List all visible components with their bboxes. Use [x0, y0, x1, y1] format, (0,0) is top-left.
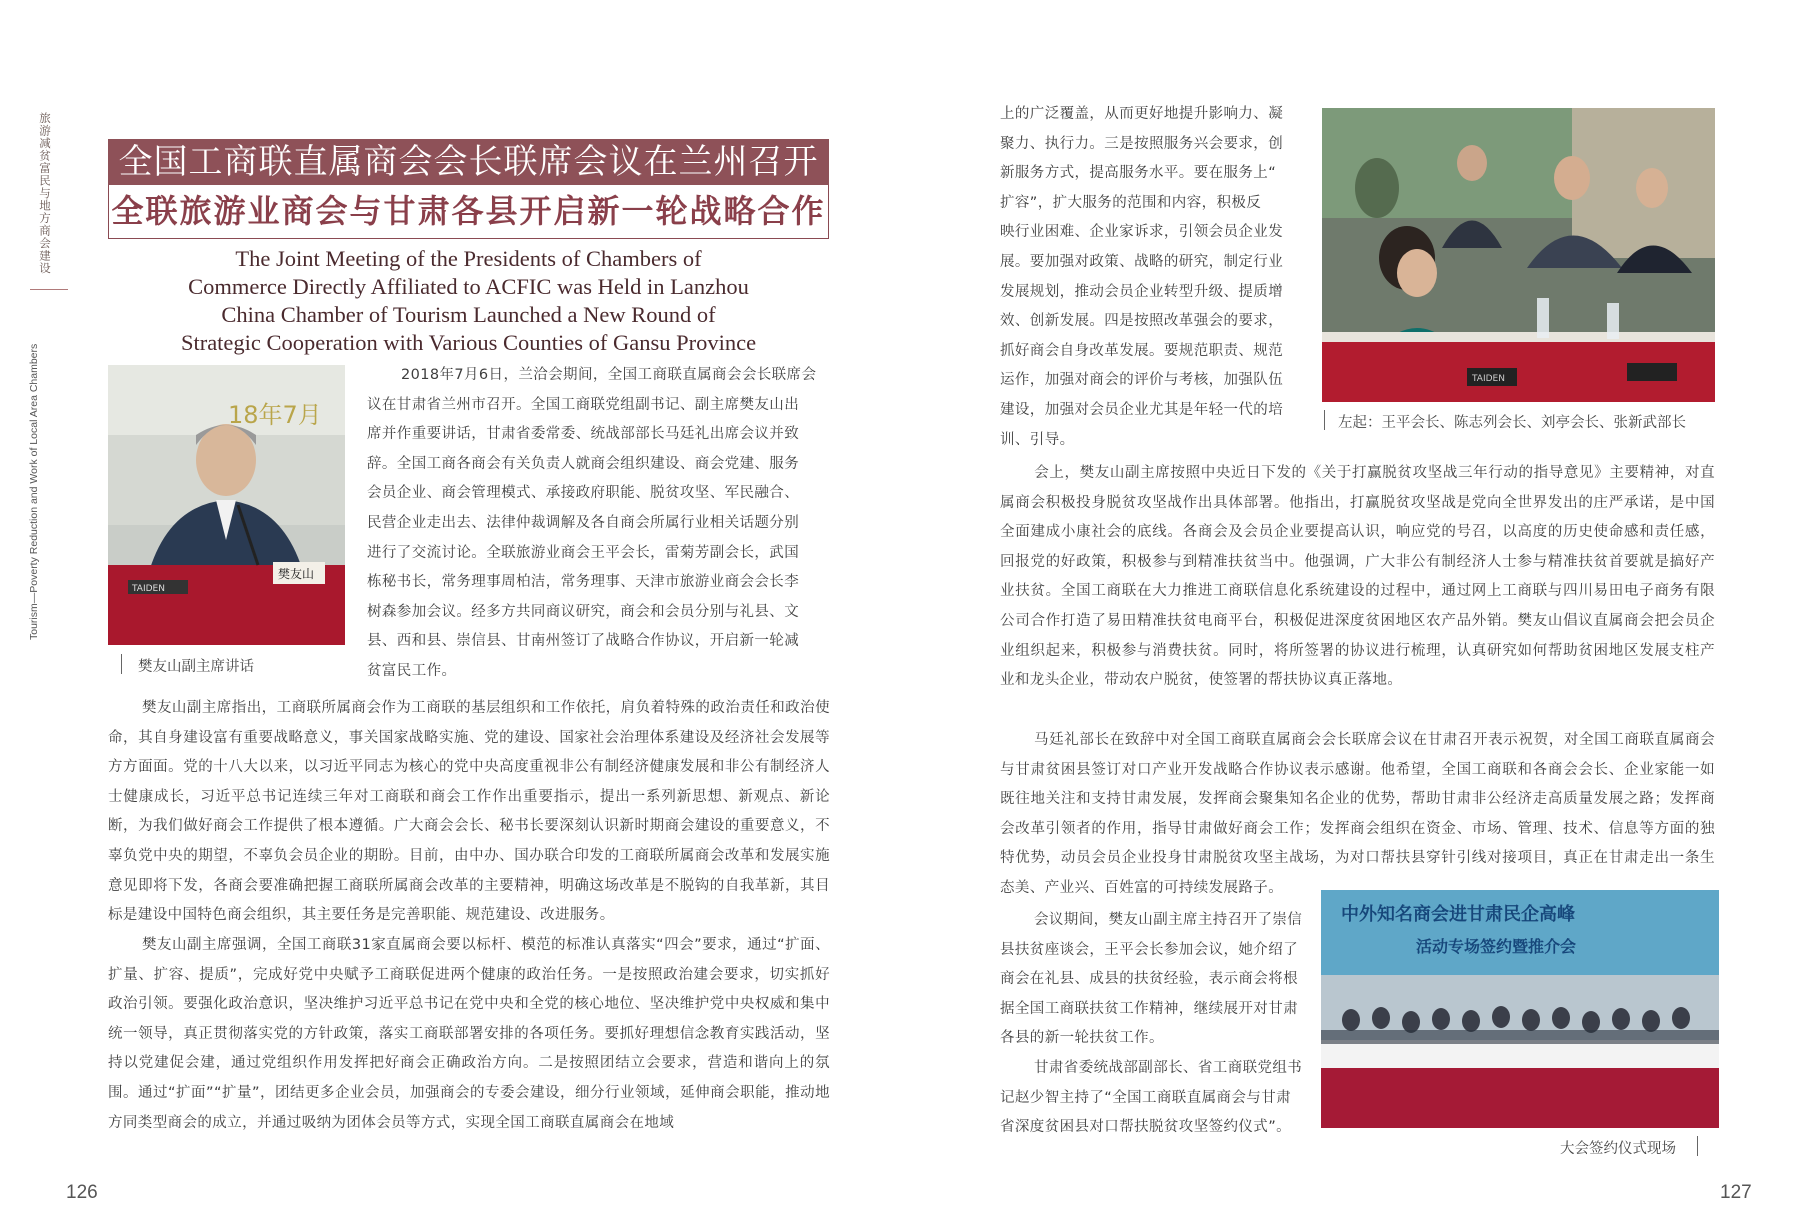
text-line: 发展规划，推动会员企业转型升级、提质增: [1000, 283, 1284, 300]
text-line: 记赵少智主持了“全国工商联直属商会与甘肃: [1000, 1089, 1292, 1106]
article-subtitle: 全联旅游业商会与甘肃各县开启新一轮战略合作: [111, 192, 826, 230]
meeting-photo: [1322, 108, 1715, 402]
paragraph-text: 会上，樊友山副主席按照中央近日下发的《关于打赢脱贫攻坚战三年行动的指导意见》主要精神，对直属商会积极投身脱贫攻坚战作出具体部署。他指出，打赢脱贫攻坚战是党向全世界发出的庄严承诺，是中国全面建成小康社会的底线。各商会及会员企业要提高认识，响应党的号召，以高度的历史使命感和责任感，回报党的好政策，积极参与到精准扶贫当中。他强调，广大非公有制经济人士参与精准扶贫首要就是搞好产业扶贫。全国工商联在大力推进工商联信息化系统建设的过程中，通过网上工商联与四川易田电子商务有限公司合作打造了易田精准扶贫电商平台，积极促进深度贫困地区农产品外销。樊友山倡议直属商会把会员企业组织起来，积极参与消费扶贫。同时，将所签署的协议进行梳理，认真研究如何帮助贫困地区发展支柱产业和龙头企业，带动农户脱贫，使签署的帮扶协议真正落地。: [1000, 465, 1715, 689]
text-line: 映行业困难、企业家诉求，引领会员企业发: [1000, 224, 1284, 241]
text-line: 2018年7月6日，兰洽会期间，全国工商联直属商会会长联席会: [401, 367, 817, 383]
body-paragraph: [1000, 906, 1310, 1143]
text-line: 会员企业、商会管理模式、承接政府职能、脱贫攻坚、军民融合、: [367, 485, 800, 502]
text-line: 树森参加会议。经多方共同商议研究，商会和会员分别与礼县、文: [367, 603, 800, 620]
text-line: 民营企业走出去、法律仲裁调解及各自商会所属行业相关话题分别: [367, 514, 800, 531]
text-line: 各县的新一轮扶贫工作。: [1000, 1030, 1164, 1047]
text-line: 省深度贫困县对口帮扶脱贫攻坚签约仪式”。: [1000, 1119, 1292, 1136]
page-number-right: 127: [1720, 1182, 1752, 1203]
text-line: 进行了交流讨论。全联旅游业商会王平会长，雷菊芳副会长，武国: [367, 544, 800, 561]
english-title-line: China Chamber of Tourism Launched a New Round of: [221, 302, 716, 327]
text-line: 新服务方式，提高服务水平。要在服务上“: [1000, 165, 1277, 182]
text-line: 县、西和县、崇信县、甘南州签订了战略合作协议，开启新一轮减: [367, 633, 800, 650]
english-title-line: The Joint Meeting of the Presidents of Chambers of: [235, 246, 702, 271]
speaker-photo: [108, 365, 345, 645]
text-line: 训、引导。: [1000, 431, 1075, 448]
english-title-line: Commerce Directly Affiliated to ACFIC was Held in Lanzhou: [188, 274, 749, 299]
text-line: 据全国工商联扶贫工作精神，继续展开对甘肃: [1000, 1000, 1298, 1017]
intro-paragraph: [367, 361, 830, 687]
page-number-left: 126: [66, 1182, 98, 1203]
caption-marker: [1697, 1136, 1698, 1156]
signing-photo: [1321, 890, 1719, 1128]
text-line: 建设，加强对会员企业尤其是年轻一代的培: [1000, 401, 1284, 418]
text-line: 甘肃省委统战部副部长、省工商联党组书: [1034, 1059, 1303, 1076]
nameplate-text: 樊友山: [278, 567, 315, 581]
text-line: 抓好商会自身改革发展。要规范职责、规范: [1000, 342, 1284, 359]
text-line: 议在甘肃省兰州市召开。全国工商联党组副书记、副主席樊友山出: [367, 396, 800, 413]
caption-marker: [1324, 410, 1325, 430]
backdrop-text: 18年7月: [228, 401, 322, 429]
caption-marker: [121, 654, 122, 674]
body-paragraph: 樊友山副主席指出，工商联所属商会作为工商联的基层组织和工作依托，肩负着特殊的政治责任和政治使命，其自身建设富有重要战略意义，事关国家战略实施、党的建设、国家社会治理体系建设及经济社会发展等方方面面。党的十八大以来，以习近平同志为核心的党中央高度重视非公有制经济健康发展和非公有制经济人士健康成长，习近平总书记连续三年对工商联和商会工作作出重要指示，提出一系列新思想、新观点、新论断，为我们做好商会工作提供了根本遵循。广大商会会长、秘书长要深刻认识新时期商会建设的重要意义，不辜负党中央的期望，不辜负会员企业的期盼。目前，由中办、国办联合印发的工商联所属商会改革和发展实施意见即将下发，各商会要准确把握工商联所属商会改革的主要精神，明确这场改革是不脱钩的自我革新，其目标是建设中国特色商会组织，其主要任务是完善职能、规范建设、改进服务。: [108, 700, 830, 924]
text-line: 上的广泛覆盖，从而更好地提升影响力、凝: [1000, 106, 1284, 122]
english-title: [108, 245, 829, 357]
text-line: 聚力、执行力。三是按照服务兴会要求，创: [1000, 135, 1284, 152]
body-paragraph: [1000, 100, 1300, 455]
article-title: 全国工商联直属商会会长联席会议在兰州召开: [108, 139, 829, 185]
body-paragraph: 马廷礼部长在致辞中对全国工商联直属商会会长联席会议在甘肃召开表示祝贺，对全国工商联直属商会与甘肃贫困县签订对口产业开发战略合作协议表示感谢。他希望，全国工商联和各商会会长、企业家能一如既往地关注和支持甘肃发展，发挥商会聚集知名企业的优势，帮助甘肃非公经济走高质量发展之路；发挥商会改革引领者的作用，指导甘肃做好商会工作；发挥商会组织在资金、市场、管理、技术、信息等方面的独特优势，动员会员企业投身甘肃脱贫攻坚主战场，为对口帮扶县穿针引线对接项目，真正在甘肃走出一条生态美、产业兴、百姓富的可持续发展路子。: [1000, 732, 1715, 896]
banner-title: 中外知名商会进甘肃民企高峰: [1341, 904, 1575, 925]
text-line: 效、创新发展。四是按照改革强会的要求，: [1000, 313, 1284, 330]
speaker-photo-caption: 樊友山副主席讲话: [138, 659, 254, 675]
text-line: 席并作重要讲话，甘肃省委常委、统战部部长马廷礼出席会议并致: [367, 426, 800, 443]
text-line: 运作，加强对商会的评价与考核，加强队伍: [1000, 372, 1284, 389]
text-line: 展。要加强对政策、战略的研究，制定行业: [1000, 253, 1284, 270]
meeting-photo-caption: 左起：王平会长、陈志列会长、刘亭会长、张新武部长: [1338, 415, 1686, 431]
brand-label: TAIDEN: [1472, 374, 1505, 384]
signing-photo-caption: 大会签约仪式现场: [1560, 1141, 1676, 1157]
text-line: 会议期间，樊友山副主席主持召开了崇信: [1034, 912, 1303, 928]
text-line: 县扶贫座谈会，王平会长参加会议，她介绍了: [1000, 941, 1298, 958]
text-line: 辞。全国工商各商会有关负责人就商会组织建设、商会党建、服务: [367, 455, 800, 472]
section-label-en: Tourism—Poverty Reduction and Work of Local Area Chambers: [28, 343, 40, 640]
english-title-line: Strategic Cooperation with Various Counties of Gansu Province: [180, 330, 757, 355]
text-line: 栋秘书长，常务理事周柏洁，常务理事、天津市旅游业商会会长李: [367, 574, 800, 591]
side-divider: [30, 289, 68, 290]
banner-subtitle: 活动专场签约暨推介会: [1416, 937, 1577, 956]
text-line: 扩容”，扩大服务的范围和内容，积极反: [1000, 194, 1262, 211]
body-paragraph: [1000, 459, 1715, 696]
brand-label: TAIDEN: [132, 584, 165, 594]
section-label-cn: 旅游减贫富民与地方商会建设: [38, 112, 52, 275]
text-line: 商会在礼县、成县的扶贫经验，表示商会将根: [1000, 971, 1298, 988]
body-paragraph: 樊友山副主席强调，全国工商联31家直属商会要以标杆、模范的标准认真落实“四会”要求，通过“扩面、扩量、扩容、提质”，完成好党中央赋予工商联促进两个健康的政治任务。一是按照政治建会要求，切实抓好政治引领。要强化政治意识，坚决维护习近平总书记在党中央和全党的核心地位、坚决维护党中央权威和集中统一领导，真正贯彻落实党的方针政策，落实工商联部署安排的各项任务。要抓好理想信念教育实践活动，坚持以党建促会建，通过党组织作用发挥把好商会正确政治方向。二是按照团结立会要求，营造和谐向上的氛围。通过“扩面”“扩量”，团结更多企业会员，加强商会的专委会建设，细分行业领域，延伸商会职能，推动地方同类型商会的成立，并通过吸纳为团体会员等方式，实现全国工商联直属商会在地域: [108, 937, 830, 1131]
text-line: 贫富民工作。: [367, 662, 457, 679]
